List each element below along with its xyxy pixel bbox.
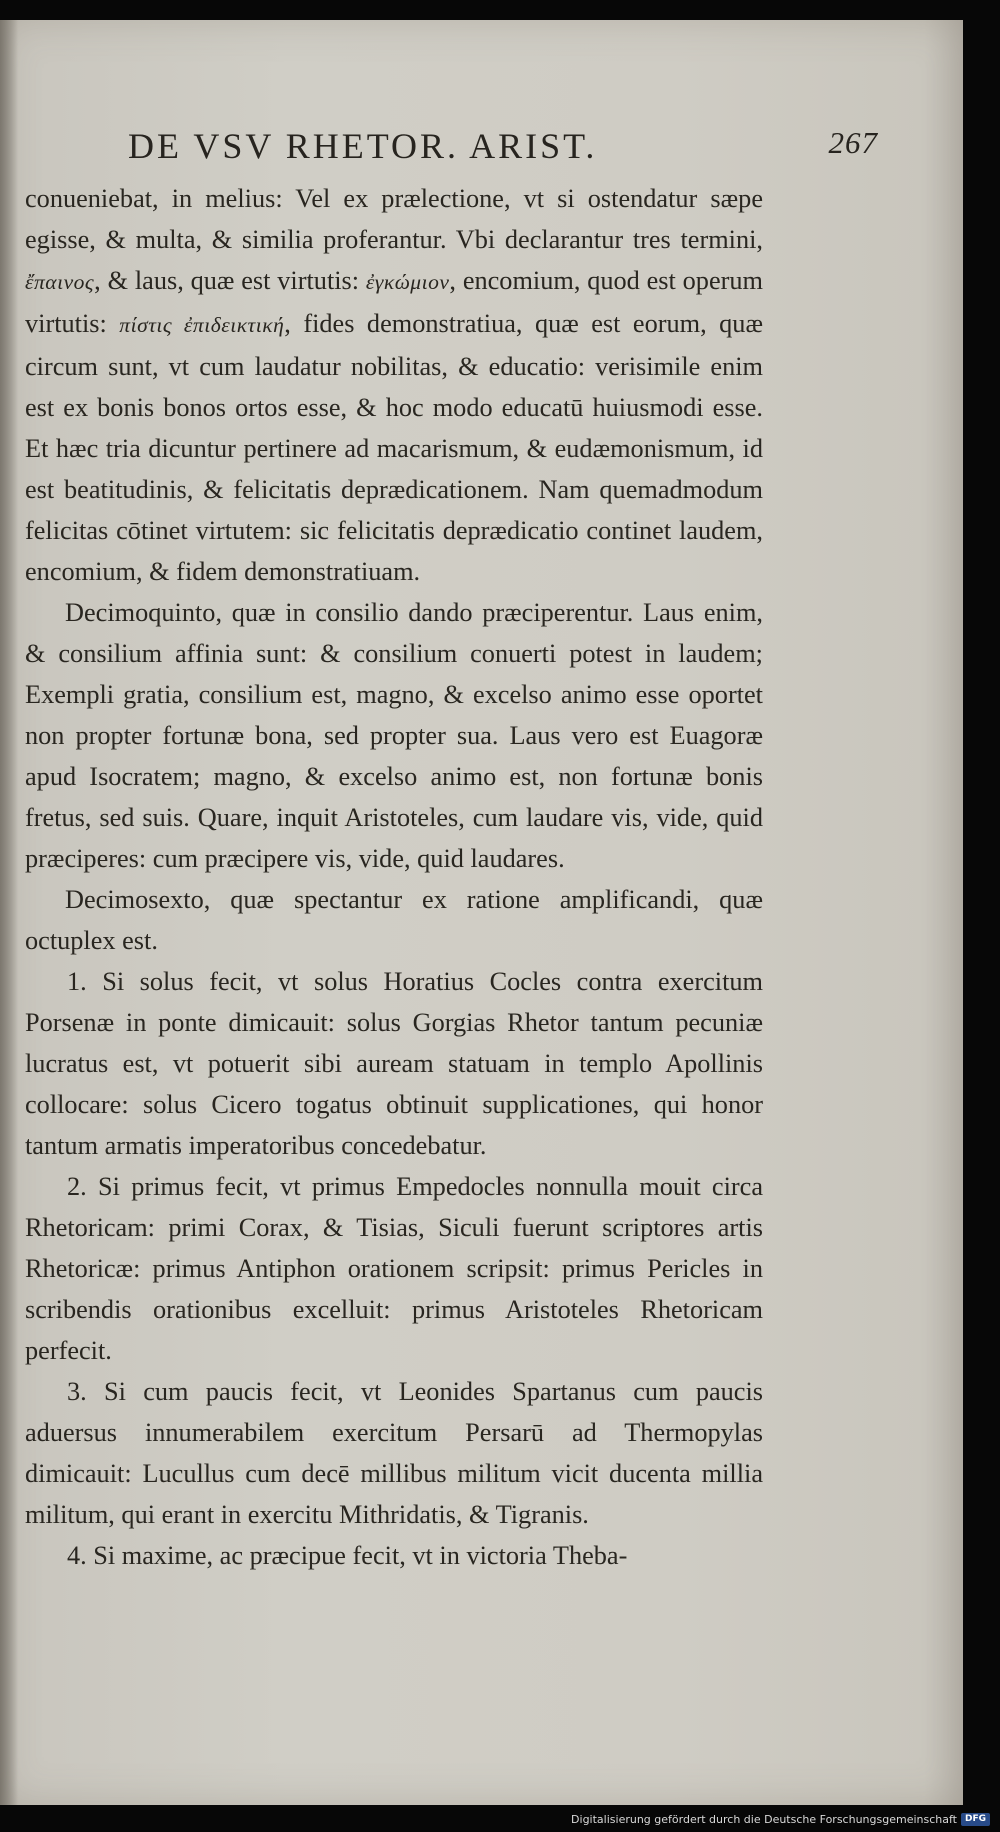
digitization-credit bbox=[571, 1807, 990, 1831]
list-item-1: 1. Si solus fecit, vt solus Horatius Cocles contra exercitum Porsenæ in ponte dimicauit: solus Gorgias Rhetor tantum pecuniæ lucratus est, vt potuerit sibi auream statuam in templo Apollinis collocare: solus Cicero togatus obtinuit supplicationes, qui honor tantum armatis imperatoribus concedebatur. bbox=[25, 967, 763, 1160]
body-text bbox=[25, 178, 763, 1576]
paragraph-1 bbox=[25, 178, 763, 592]
running-title: DE VSV RHETOR. ARIST. bbox=[128, 126, 598, 166]
digitization-credit-text: Digitalisierung gefördert durch die Deutsche Forschungsgemeinschaft bbox=[571, 1812, 957, 1826]
paragraph-decimoquinto: Decimoquinto, quæ in consilio dando præciperentur. Laus enim, & consilium affinia sunt: & consilium conuerti potest in laudem; Exempli gratia, consilium est, magno, & excelso animo esse oportet non propter fortunæ bona, sed propter sua. Laus vero est Euagoræ apud Isocratem; magno, & excelso animo est, non fortunæ bonis fretus, sed suis. Quare, inquit Aristoteles, cum laudare vis, vide, quid præciperes: cum præcipere vis, vide, quid laudares. bbox=[25, 598, 763, 873]
paragraph-1-text-c: , encomium, quod est operum virtutis: bbox=[25, 266, 763, 338]
list-item-3: 3. Si cum paucis fecit, vt Leonides Spartanus cum paucis aduersus innumerabilem exercitum Persarū ad Thermopylas dimicauit: Lucullus cum decē millibus militum vicit ducenta millia militum, qui erant in exercitu Mithridatis, & Tigranis. bbox=[25, 1377, 763, 1529]
greek-term-enkomion: ἐγκώμιον bbox=[365, 270, 450, 294]
paragraph-decimosexto: Decimosexto, quæ spectantur ex ratione amplificandi, quæ octuplex est. bbox=[25, 885, 763, 955]
page-number: 267 bbox=[828, 125, 878, 160]
greek-term-epainos: ἔπαινος bbox=[25, 270, 95, 294]
running-head bbox=[128, 125, 878, 170]
greek-term-pistis: πίστις ἐπιδεικτική bbox=[119, 313, 285, 337]
paragraph-1-text-d: , fides demonstratiua, quæ est eorum, quæ circum sunt, vt cum laudatur nobilitas, & educatio: verisimile enim est ex bonis bonos ortos esse, & hoc modo educatū huiusmodi esse. Et hæc tria dicuntur pertinere ad macarismum, & eudæmonismum, id est beatitudinis, & felicitatis deprædicationem. Nam quemadmodum felicitas cōtinet virtutem: sic felicitatis deprædicatio continet laudem, encomium, & fidem demonstratiuam. bbox=[25, 309, 763, 586]
list-item-4: 4. Si maxime, ac præcipue fecit, vt in victoria Theba- bbox=[67, 1541, 628, 1570]
list-item-2: 2. Si primus fecit, vt primus Empedocles nonnulla mouit circa Rhetoricam: primi Corax, & Tisias, Siculi fuerunt scriptores artis Rhetoricæ: primus Antiphon orationem scripsit: primus Pericles in scribendis orationibus excelluit: primus Aristoteles Rhetoricam perfecit. bbox=[25, 1172, 763, 1365]
dfg-logo: DFG bbox=[961, 1813, 990, 1826]
book-page bbox=[0, 20, 963, 1805]
paragraph-1-text-b: , & laus, quæ est virtutis: bbox=[94, 266, 366, 295]
paragraph-1-text-a: conueniebat, in melius: Vel ex prælectione, vt si ostendatur sæpe egisse, & multa, & similia proferantur. Vbi declarantur tres termini, bbox=[25, 184, 763, 254]
